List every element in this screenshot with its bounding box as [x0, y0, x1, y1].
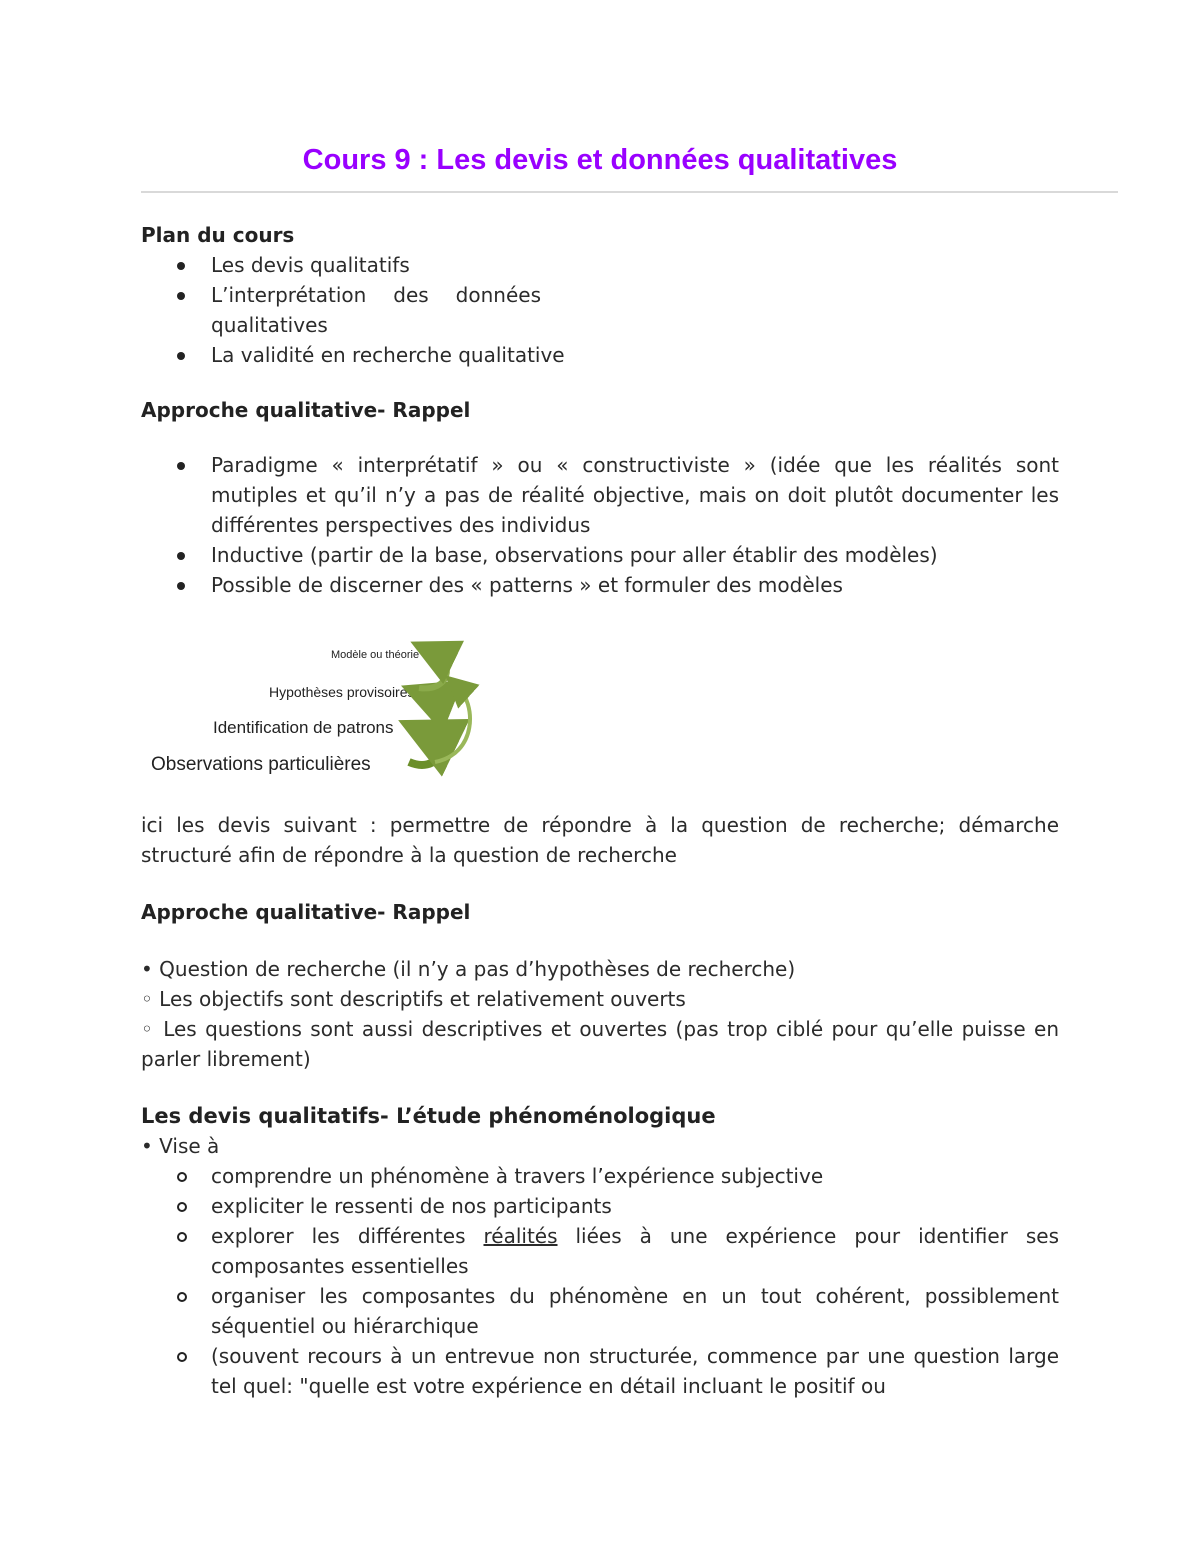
list-item: (souvent recours à un entrevue non structurée, commence par une question large tel quel: "quelle est votre expérience en détail incluant le positif ou	[141, 1341, 1059, 1401]
circle-bullet-icon	[177, 1232, 187, 1242]
note-paragraph: ici les devis suivant : permettre de répondre à la question de recherche; démarche structuré afin de répondre à la question de recherche	[141, 813, 1059, 867]
pheno-list	[141, 1161, 1059, 1401]
diagram-label-observations: Observations particulières	[151, 754, 371, 775]
spiral-arrows-icon	[397, 634, 507, 784]
pheno-heading: Les devis qualitatifs- L’étude phénoménologique	[141, 1104, 716, 1128]
bullet-icon	[177, 462, 185, 470]
bullet-icon	[177, 552, 185, 560]
spiral-arrow	[415, 696, 442, 727]
list-item: Possible de discerner des « patterns » et formuler des modèles	[141, 570, 1059, 600]
list-item: Les devis qualitatifs	[141, 250, 1059, 280]
pheno-intro: • Vise à	[141, 1134, 220, 1158]
list-item: organiser les composantes du phénomène en un tout cohérent, possiblement séquentiel ou hiérarchique	[141, 1281, 1059, 1341]
circle-bullet-icon	[177, 1352, 187, 1362]
rappel2-line: ◦ Les objectifs sont descriptifs et relativement ouverts	[141, 987, 686, 1011]
rappel2-line: • Question de recherche (il n’y a pas d’hypothèses de recherche)	[141, 957, 796, 981]
circle-bullet-icon	[177, 1202, 187, 1212]
rappel2-line: ◦ Les questions sont aussi descriptives et ouvertes (pas trop ciblé pour qu’elle puisse en parler librement)	[141, 1017, 1059, 1071]
underlined-word: réalités	[483, 1224, 558, 1248]
rappel-list-1	[141, 450, 1059, 600]
rappel-heading-1: Approche qualitative- Rappel	[141, 398, 471, 422]
plan-list	[141, 250, 1059, 370]
spiral-arrow	[419, 652, 447, 688]
list-item: explorer les différentes réalités liées à une expérience pour identifier ses composantes essentielles	[141, 1221, 1059, 1281]
diagram-label-model: Modèle ou théorie	[331, 649, 420, 661]
induction-diagram	[147, 634, 507, 784]
list-item: expliciter le ressenti de nos participants	[141, 1191, 1059, 1221]
plan-heading: Plan du cours	[141, 223, 295, 247]
bullet-icon	[177, 582, 185, 590]
bullet-icon	[177, 352, 185, 360]
circle-bullet-icon	[177, 1172, 187, 1182]
list-item: comprendre un phénomène à travers l’expérience subjective	[141, 1161, 1059, 1191]
list-item: Inductive (partir de la base, observations pour aller établir des modèles)	[141, 540, 1059, 570]
bullet-icon	[177, 292, 185, 300]
rappel-heading-2: Approche qualitative- Rappel	[141, 900, 471, 924]
page-title: Cours 9 : Les devis et données qualitatives	[302, 144, 898, 176]
diagram-label-patterns: Identification de patrons	[213, 718, 394, 737]
diagram-label-hypotheses: Hypothèses provisoires	[269, 684, 415, 700]
title-divider	[141, 191, 1118, 193]
list-item: La validité en recherche qualitative	[141, 340, 1059, 370]
list-item: L’interprétation des données qualitatives	[141, 280, 1059, 340]
list-item: Paradigme « interprétatif » ou « constructiviste » (idée que les réalités sont mutiples et qu’il n’y a pas de réalité objective, mais on doit plutôt documenter les différentes perspectives des individus	[141, 450, 1059, 540]
circle-bullet-icon	[177, 1292, 187, 1302]
document-body	[141, 220, 1059, 1401]
bullet-icon	[177, 262, 185, 270]
